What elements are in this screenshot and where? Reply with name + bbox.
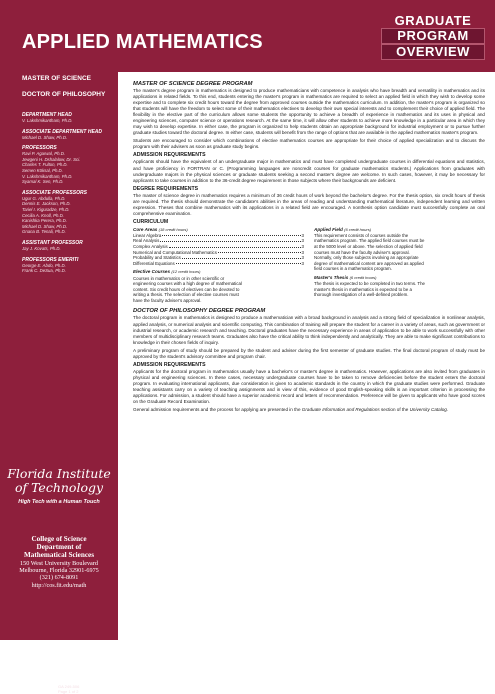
overview-line-1: GRADUATE (394, 13, 472, 28)
address-city: Melbourne, Florida 32901-6975 (19, 567, 99, 575)
assoc-professors-label: ASSOCIATE PROFESSORS (22, 189, 87, 196)
general-admission-text-3: . (446, 407, 449, 413)
phd-plan-paragraph: A preliminary program of study should be prepared by the student and adviser during the first semester of graduate studies. The final doctoral program of study must be approved by the student's advisory committee and program chair. (133, 347, 485, 359)
course-name: Probability and Statistics (133, 255, 181, 261)
professor-name: Jewgeni H. Dshalalow, Dr. Sci. (22, 156, 81, 162)
header-banner (0, 0, 495, 72)
doc-code: GA 249-506 (58, 684, 80, 689)
program-overview-badge (377, 14, 489, 62)
address-dept-1: Department of (36, 543, 82, 552)
elective-text: Courses in mathematics or in other scientific or engineering courses with a high degree of mathematical content. Six credit hours of electives can be devoted to writing a thesis. The selection of elective courses must have the faculty adviser's approval. (133, 275, 242, 303)
elective-label: Elective Courses (133, 269, 171, 275)
assoc-head-label: ASSOCIATE DEPARTMENT HEAD (22, 128, 103, 135)
assoc-head-name: Michael D. Shaw, Ph.D. (22, 134, 68, 140)
course-name: Linear Algebra (133, 232, 162, 238)
applied-field-label: Applied Field (314, 226, 343, 232)
degree-requirements-paragraph: The master of science degree in mathematics requires a minimum of 36 credit hours of work beyond the bachelor's degree. For the thesis option, six credit hours of thesis are required. The thesis should demonstrate the candidate's abilities in the areas of reading and understanding mathematical literature, independent learning and written expression. Theses that combine mathematics with its applications in a related field are encouraged. A nonthesis option candidate must successfully complete an oral comprehensive examination. (133, 192, 485, 216)
degree-ms: MASTER OF SCIENCE (22, 75, 91, 82)
address-college: College of Science (31, 535, 87, 543)
assoc-professor-name: Michael D. Shaw, Ph.D. (22, 223, 68, 229)
ms-admission-heading: ADMISSION REQUIREMENTS (133, 152, 206, 159)
document-code (58, 684, 79, 694)
course-row (133, 261, 304, 267)
curriculum-right-column (314, 227, 485, 306)
overview-line-2: PROGRAM (381, 28, 485, 44)
professor-name: Ravi P. Agarwal, Ph.D. (22, 151, 65, 157)
asst-professor-label: ASSISTANT PROFESSOR (22, 239, 83, 246)
overview-line-3: OVERVIEW (381, 44, 485, 60)
course-name: Real Analysis (133, 238, 160, 244)
sidebar (0, 72, 118, 694)
ms-admission-paragraph: Applicants should have the equivalent of an undergraduate major in mathematics and must have completed undergraduate courses in differential equations and statistics, and have proficiency in FORTRAN or C. (Programming languages are noncredit courses for graduate mathematics students.) Applications from graduates with undergraduate majors in the physical sciences or graduate students seeking a second master's degree are welcome. In such cases, however, it may be necessary for applicants to take courses in addition to the 36-credit degree requirement in those subjects where their backgrounds are deficient. (133, 159, 485, 183)
dept-head-name: V. Lakshmikantham, Ph.D. (22, 118, 73, 123)
address-phone: (321) 674-8091 (39, 574, 79, 582)
phd-program-title: DOCTOR OF PHILOSOPHY DEGREE PROGRAM (133, 308, 266, 315)
assoc-professor-name: Dennis E. Jackson, Ph.D. (22, 201, 71, 207)
course-credits: 3 (301, 249, 304, 255)
tagline: High Tech with a Human Touch (18, 499, 100, 505)
leader-dots (162, 233, 300, 237)
faculty-list (22, 112, 114, 274)
course-credits: 3 (301, 244, 304, 250)
leader-dots (176, 261, 301, 265)
course-name: Complex Analysis (133, 244, 168, 250)
course-credits: 3 (301, 232, 304, 238)
applied-field-text: This requirement consists of courses outside the mathematics program. The applied field courses must be at the 5000 level or above. The selection of applied field courses must have the faculty adviser's approval. Normally, only those subjects involving an appropriate degree of mathematical content are approved as applied field courses in a mathematics program. (314, 232, 425, 272)
professors-label: PROFESSORS (22, 145, 57, 152)
ms-intro-paragraph: The master's degree program in mathematics is designed to produce mathematicians with competence in analysis who have breadth and versatility in mathematics and its applications in related fields. To this end, students entering the master's program in mathematics are required to select an applied field in which they wish to develop some expertise and to complete six credit hours toward the degree from approved courses outside the mathematics curriculum. In addition, the master's program is organized so that students will have the freedom to select some of their mathematics electives to develop their own special interests and to complement their choice of applied field. The flexibility in the elective part of the curriculum allows some students the opportunity to achieve a breadth of experience in mathematics and its uses in physical and engineering sciences, computer science or operations research. At the same time, it will allow other students to achieve more knowledge in a particular area in which they may wish to develop expertise. In either case, the program is organized to help students obtain an appropriate background for industrial employment or to pursue further graduate studies toward the doctoral degree. In either case, students will benefit from the range of options that are available in the applied mathematics master's program. (133, 88, 485, 136)
general-admission-text-2: section of the (379, 407, 410, 413)
degree-requirements-heading: DEGREE REQUIREMENTS (133, 185, 199, 192)
regulations-reference: Graduate Information and Regulations (301, 407, 380, 413)
core-areas-label: Core Areas (133, 226, 158, 232)
professor-name: Syamal K. Sen, Ph.D. (22, 179, 64, 185)
curriculum-left-column (133, 227, 304, 306)
course-name: Differential Equations (133, 260, 175, 266)
phd-admission-paragraph: Applicants for the doctoral program in mathematics usually have a bachelor's or master's degree in mathematics. However, applications are also invited from graduates in physical and engineering sciences. In these cases, necessary undergraduate courses have to be taken to remove deficiencies before the student enters the doctoral program. In evaluating international applicants, due consideration is given to academic standards in the country in which the graduate studies were performed. Graduate teaching assistants carry on a variety of teaching assignments and in view of this, evidence of good English-speaking skills is an important criterion in processing the applications. For admission, a student should have a superior academic record and letters of recommendation. Preference will be given to applicants who have good scores on the Graduate Record Examination. (133, 368, 485, 405)
phd-intro-paragraph: The doctoral program in mathematics is designed to produce a mathematician with a broad background in analysis and a strong field of specialization in nonlinear analysis, applied analysis, or numerical analysis and scientific computing. This combination of training will prepare the student for a career in a variety of areas, such as government or industrial research, or academic research and teaching. Doctoral graduates have the necessary experience in areas of application to be able to work successfully with other members of multidisciplinary research teams. Graduates also have the critical ability to think independently and analytically. They are able to make significant contributions to knowledge in their chosen fields of inquiry. (133, 315, 485, 345)
thesis-text: The thesis is expected to be completed in two terms. The master's thesis in mathematics is expected to be a thorough investigation of a well-defined problem. (314, 281, 425, 298)
leader-dots (169, 244, 301, 248)
emeriti-label: PROFESSORS EMERITI (22, 256, 79, 263)
asst-professor-name: Jay J. Kovats, Ph.D. (22, 245, 61, 251)
phd-admission-heading: ADMISSION REQUIREMENTS (133, 361, 206, 368)
emeritus-name: Frank C. DeSua, Ph.D. (22, 268, 66, 274)
fit-logo (0, 467, 118, 505)
main-content (133, 78, 485, 415)
curriculum-columns (133, 227, 485, 306)
assoc-professor-name: Tariel I. Kiguradze, Ph.D. (22, 206, 70, 212)
dept-head-label: DEPARTMENT HEAD (22, 112, 72, 118)
professor-name: Charles T. Fulton, Ph.D. (22, 162, 68, 168)
course-credits: 3 (301, 260, 304, 266)
ms-program-title: MASTER OF SCIENCE DEGREE PROGRAM (133, 81, 253, 87)
logo-line-1: Florida Institute (7, 466, 111, 481)
address-url[interactable]: http://cos.fit.edu/math (31, 581, 87, 589)
curriculum-heading: CURRICULUM (133, 218, 169, 225)
assoc-professor-name: Ugur G. Abdulla, Ph.D. (22, 195, 66, 201)
address-dept-2: Mathematical Sciences (23, 551, 95, 560)
professor-name: Semen Köksal, Ph.D. (22, 167, 63, 173)
assoc-professor-name: Kanishka Perera, Ph.D. (22, 218, 67, 224)
applied-field-credits: (6 credit hours) (344, 226, 372, 232)
professor-name: V. Lakshmikantham, Ph.D. (22, 173, 73, 179)
logo-line-2: of Technology (14, 480, 104, 495)
page-title: APPLIED MATHEMATICS (22, 31, 263, 53)
elective-credits: (12 credit hours) (171, 269, 201, 275)
ms-advice-paragraph: Students are encouraged to consider which combinations of elective mathematics courses are appropriate for their choice of applied specialization and to discuss the program with their advisers as soon as graduate study begins. (133, 138, 485, 150)
course-credits: 3 (301, 238, 304, 244)
general-admission-text-1: General admission requirements and the process for applying are presented in the (133, 407, 302, 413)
core-areas-credits: (18 credit hours) (158, 226, 188, 232)
assoc-professor-name: Gnana B. Tenali, Ph.D. (22, 229, 66, 235)
course-credits: 3 (301, 255, 304, 261)
thesis-label: Master's Thesis (314, 275, 349, 281)
address-street: 150 West University Boulevard (20, 559, 98, 567)
leader-dots (218, 250, 301, 254)
address-block (0, 535, 118, 589)
course-name: Numerical and Computational Mathematics (133, 249, 217, 255)
emeritus-name: George E. Abdo, Ph.D. (22, 262, 66, 268)
page-number: Page 1 of 2 (58, 689, 79, 694)
degree-phd: DOCTOR OF PHILOSOPHY (22, 91, 106, 98)
phd-general-admission-paragraph (133, 407, 485, 413)
leader-dots (160, 238, 300, 242)
leader-dots (182, 255, 301, 259)
catalog-reference: University Catalog (409, 407, 447, 413)
assoc-professor-name: Cecilia A. Knoll, Ph.D. (22, 212, 64, 218)
thesis-credits: (6 credit hours) (349, 275, 377, 281)
